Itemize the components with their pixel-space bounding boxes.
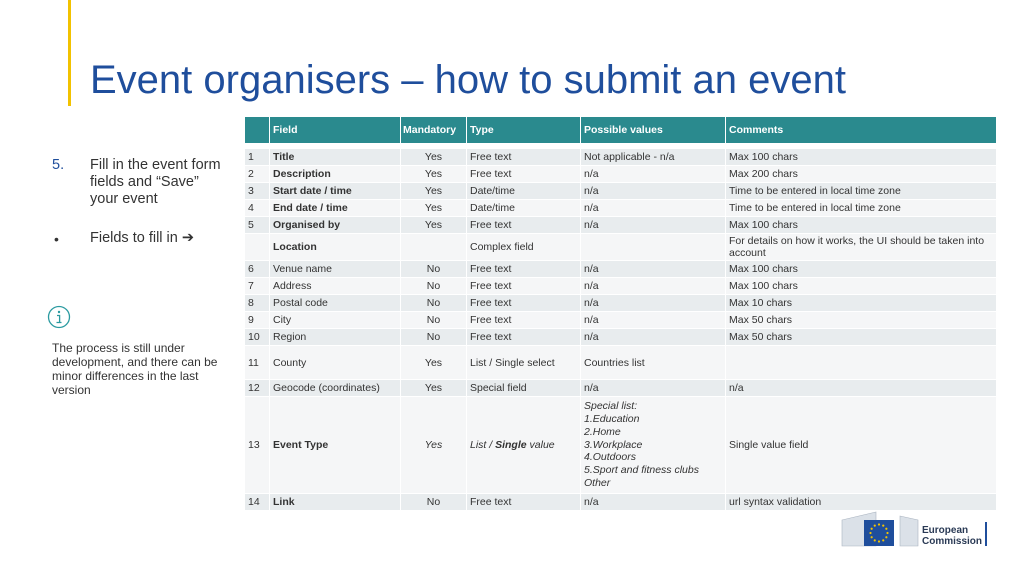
eu-star [886,532,888,534]
step-text: Fill in the event form fields and “Save” your event [90,157,221,207]
row-values: n/a [581,278,726,295]
fields-table [244,116,997,511]
eu-star [874,539,876,541]
header-type: Type [467,117,581,144]
row-num: 1 [245,149,270,166]
row-num: 2 [245,166,270,183]
bullet: • [54,231,59,247]
table-row [245,149,997,166]
event-type-option: Special list: [584,400,638,413]
table-row [245,380,997,397]
row-type: Free text [467,149,581,166]
row-mandatory: Yes [401,183,467,200]
row-field: Description [270,166,401,183]
row-mandatory: Yes [401,166,467,183]
row-comments: url syntax validation [726,494,997,511]
event-type-option: 3.Workplace [584,438,643,451]
row-type: Date/time [467,183,581,200]
row-num: 11 [245,346,270,380]
eu-star [869,532,871,534]
row-field: Event Type [270,397,401,494]
row-type: Special field [467,380,581,397]
accent-bar [68,0,71,106]
row-comments: Max 100 chars [726,217,997,234]
table-row [245,234,997,261]
row-comments: Single value field [726,397,997,494]
row-mandatory: No [401,494,467,511]
table-row [245,261,997,278]
table-row [245,295,997,312]
logo-divider [985,522,987,546]
european-commission-text [922,525,982,547]
header-comments: Comments [726,117,997,144]
eu-star [885,528,887,530]
row-num: 12 [245,380,270,397]
row-mandatory: No [401,329,467,346]
row-comments: For details on how it works, the UI should be taken into account [726,234,997,261]
row-comments: Time to be entered in local time zone [726,183,997,200]
table-row [245,200,997,217]
bullet-label: Fields to fill in [90,230,178,246]
table-row [245,166,997,183]
row-mandatory: Yes [401,200,467,217]
row-num: 6 [245,261,270,278]
row-field: Address [270,278,401,295]
row-comments: n/a [726,380,997,397]
table-row [245,217,997,234]
row-field: Title [270,149,401,166]
row-mandatory: Yes [401,217,467,234]
row-field: Location [270,234,401,261]
row-values: n/a [581,295,726,312]
row-num: 3 [245,183,270,200]
row-num [245,234,270,261]
row-mandatory: No [401,278,467,295]
header-field: Field [270,117,401,144]
row-mandatory [401,234,467,261]
row-mandatory: No [401,295,467,312]
event-type-option: 2.Home [584,425,621,438]
row-mandatory: Yes [401,380,467,397]
page-title: Event organisers – how to submit an event [90,58,846,102]
row-type: Free text [467,278,581,295]
row-field: Postal code [270,295,401,312]
row-num: 13 [245,397,270,494]
event-type-option: 4.Outdoors [584,451,636,464]
type-bold: Single [495,439,527,451]
row-type: Free text [467,261,581,278]
row-comments: Time to be entered in local time zone [726,200,997,217]
eu-star [878,523,880,525]
row-comments: Max 100 chars [726,261,997,278]
row-mandatory: No [401,312,467,329]
row-type: Free text [467,494,581,511]
eu-star [871,536,873,538]
row-comments: Max 50 chars [726,329,997,346]
table-row [245,346,997,380]
row-values: n/a [581,217,726,234]
row-field: Venue name [270,261,401,278]
eu-star [871,528,873,530]
logo-line1: European [922,525,969,536]
row-num: 14 [245,494,270,511]
info-icon [47,305,71,329]
row-field: County [270,346,401,380]
type-post: value [526,439,555,451]
bullet-text [90,230,194,246]
header-possible-values: Possible values [581,117,726,144]
row-mandatory: Yes [401,149,467,166]
row-comments: Max 50 chars [726,312,997,329]
row-values: n/a [581,494,726,511]
row-values: n/a [581,166,726,183]
row-comments: Max 100 chars [726,149,997,166]
row-comments: Max 200 chars [726,166,997,183]
row-field: Link [270,494,401,511]
type-pre: List / [470,439,496,451]
row-values: n/a [581,329,726,346]
row-field: Region [270,329,401,346]
table-row [245,329,997,346]
row-values [581,234,726,261]
row-comments [726,346,997,380]
row-num: 7 [245,278,270,295]
row-num: 5 [245,217,270,234]
row-values: n/a [581,380,726,397]
row-type: Free text [467,295,581,312]
eu-star [882,539,884,541]
event-type-option: 5.Sport and fitness clubs [584,464,699,477]
eu-star [874,525,876,527]
table-row [245,312,997,329]
row-mandatory: Yes [401,397,467,494]
row-type: List / Single select [467,346,581,380]
row-values: n/a [581,312,726,329]
row-values: n/a [581,183,726,200]
development-note: The process is still under development, and there can be minor differences in the last version [52,341,218,397]
row-field: Organised by [270,217,401,234]
row-field: City [270,312,401,329]
event-type-option: Other [584,476,611,489]
eu-star [878,540,880,542]
table-row [245,183,997,200]
row-num: 9 [245,312,270,329]
row-type: Complex field [467,234,581,261]
header-num [245,117,270,144]
row-type: Free text [467,166,581,183]
row-type: Date/time [467,200,581,217]
row-type: Free text [467,312,581,329]
row-values: n/a [581,261,726,278]
arrow-right-icon: ➔ [181,230,195,246]
row-field: Geocode (coordinates) [270,380,401,397]
row-num: 4 [245,200,270,217]
row-values-list [581,397,726,494]
row-field: End date / time [270,200,401,217]
row-type: Free text [467,329,581,346]
eu-star [882,525,884,527]
row-values: Not applicable - n/a [581,149,726,166]
table-header [245,117,997,144]
row-mandatory: Yes [401,346,467,380]
row-mandatory: No [401,261,467,278]
row-num: 8 [245,295,270,312]
row-type [467,397,581,494]
row-values: n/a [581,200,726,217]
table-row-event-type [245,397,997,494]
row-values: Countries list [581,346,726,380]
row-type: Free text [467,217,581,234]
table-row [245,278,997,295]
event-type-option: 1.Education [584,413,640,425]
step-number: 5. [52,157,65,173]
eu-star [885,536,887,538]
row-comments: Max 100 chars [726,278,997,295]
row-field: Start date / time [270,183,401,200]
header-mandatory: Mandatory [401,117,467,144]
row-num: 10 [245,329,270,346]
logo-line2: Commission [922,536,983,547]
row-comments: Max 10 chars [726,295,997,312]
